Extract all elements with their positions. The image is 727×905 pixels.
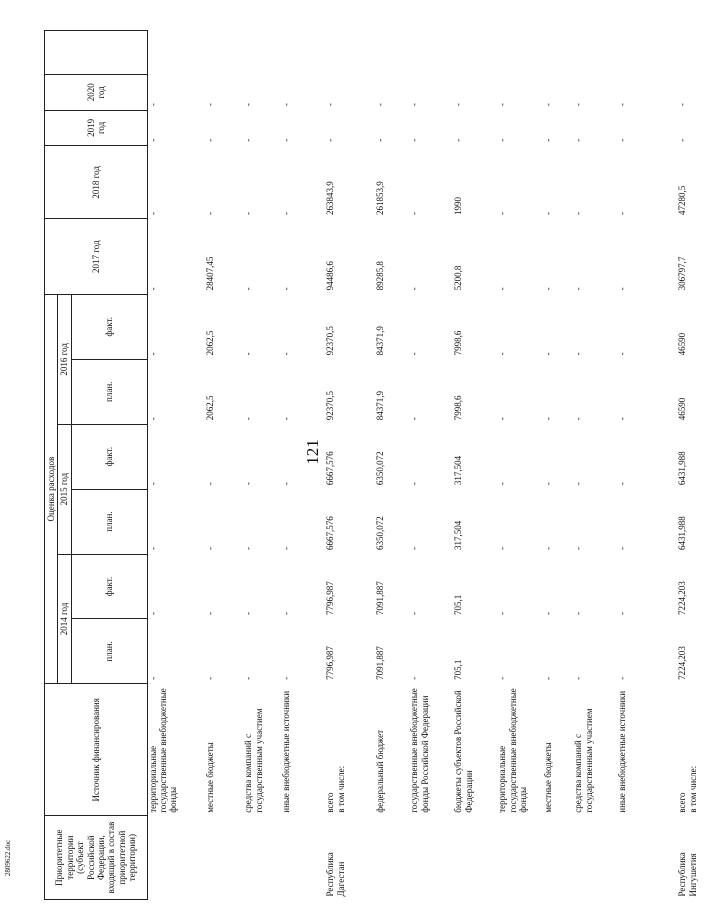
value-cell: - [375,138,386,142]
page-number: 121 [303,439,322,465]
value-cell: - [543,611,554,615]
value-cell: - [281,547,292,551]
value-cell: 7998,6 [453,395,464,421]
value-cell: - [677,103,688,107]
value-cell: - [573,138,584,142]
table-row [617,31,671,900]
value-cell: 705,1 [453,659,464,680]
value-cell: - [453,138,464,142]
blank-cell [617,31,671,75]
table-row [243,31,281,900]
value-cell: 6431,988 [677,516,688,551]
value-cell: - [497,211,508,215]
value-cell: 7224,203 [677,646,688,680]
value-cell: 94486,6 [325,261,336,291]
source-cell: средства компаний с государственным участием [243,708,264,813]
year-2016-header: 2016 год [58,294,71,424]
value-cell: 2062,5 [205,330,216,356]
value-cell: - [573,547,584,551]
table-row [281,31,319,900]
value-cell: - [497,287,508,291]
value-cell: 317,504 [453,455,464,486]
value-cell: - [543,287,554,291]
value-cell: - [497,417,508,421]
value-cell: - [281,138,292,142]
value-cell: - [243,417,254,421]
value-cell: - [243,547,254,551]
table-row [573,31,617,900]
rotated-table-container [44,30,698,900]
value-cell: 92370,5 [325,326,336,356]
value-cell: - [147,138,158,142]
source-cell: федеральный бюджет [375,729,386,813]
value-cell: - [243,482,254,486]
value-cell: - [243,287,254,291]
value-cell: - [573,211,584,215]
source-cell: государственные внебюджетные фонды Российской Федерации [409,688,430,813]
value-cell: - [497,676,508,680]
source-cell: местные бюджеты [205,742,216,813]
value-cell: - [147,417,158,421]
value-cell: 7796,987 [325,581,336,615]
source-cell: всего в том числе: [677,765,698,813]
value-cell: 705,1 [453,594,464,615]
value-cell: - [617,547,628,551]
source-cell: местные бюджеты [543,742,554,813]
value-cell: - [281,103,292,107]
value-cell: 28407,45 [205,256,216,291]
blank-cell [453,31,497,75]
value-cell: - [147,611,158,615]
territory-cell [205,816,243,900]
year-2019-header: 2019 год [45,110,148,146]
value-cell: 84371,9 [375,326,386,356]
value-cell: 46590 [677,397,688,421]
value-cell: - [573,676,584,680]
value-cell: - [543,138,554,142]
territory-cell [497,816,543,900]
value-cell: - [281,287,292,291]
value-cell: - [409,611,420,615]
value-cell: - [677,138,688,142]
value-cell: - [497,611,508,615]
value-cell: 7998,6 [453,330,464,356]
value-cell: 47280,5 [677,185,688,215]
territory-cell [453,816,497,900]
value-cell: - [617,287,628,291]
value-cell: - [573,611,584,615]
value-cell: 7091,887 [375,581,386,615]
value-cell: - [543,103,554,107]
blank-cell [281,31,319,75]
source-cell: территориальные государственные внебюджетные фонды [497,688,528,813]
value-cell: - [205,676,216,680]
value-cell: - [543,211,554,215]
value-cell: - [573,352,584,356]
value-cell: - [617,211,628,215]
year-2015-header: 2015 год [58,424,71,554]
value-cell: - [497,103,508,107]
value-cell: - [243,211,254,215]
value-cell: - [543,352,554,356]
value-cell: - [281,417,292,421]
value-cell: - [205,211,216,215]
value-cell: 1990 [453,196,464,215]
value-cell: - [617,676,628,680]
territory-cell [281,816,319,900]
value-cell: - [147,547,158,551]
value-cell: - [617,482,628,486]
year-2020-header: 2020 год [45,75,148,111]
value-cell: - [243,611,254,615]
value-cell: - [617,103,628,107]
value-cell: - [409,138,420,142]
value-cell: - [147,482,158,486]
value-cell: - [617,611,628,615]
source-cell: территориальные государственные внебюджетные фонды [147,688,179,813]
table-row [375,31,409,900]
value-cell: - [281,211,292,215]
blank-cell [543,31,573,75]
fact-2015-header: факт. [71,424,147,489]
value-cell: - [325,138,336,142]
fact-2016-header: факт. [71,294,147,359]
value-cell: 92370,5 [325,390,336,421]
value-cell: 261853,9 [375,181,386,215]
territory-cell [617,816,671,900]
value-cell: 6431,988 [677,451,688,486]
plan-2015-header: план. [71,489,147,554]
territory-cell [147,816,205,900]
value-cell: - [375,103,386,107]
year-2017-header: 2017 год [45,219,148,294]
value-cell: - [243,138,254,142]
blank-cell [671,31,727,75]
source-cell: иные внебюджетные источники [617,690,628,813]
value-cell: - [325,103,336,107]
table-row [453,31,497,900]
territory-cell: Республика Ингушетия [677,852,698,897]
value-cell: 317,504 [453,520,464,551]
value-cell: - [243,676,254,680]
value-cell: - [409,547,420,551]
value-cell: - [453,103,464,107]
value-cell: - [205,547,216,551]
value-cell: - [147,211,158,215]
value-cell: - [573,482,584,486]
value-cell: - [409,417,420,421]
blank-cell [573,31,617,75]
source-header: Источник финансирования [45,684,148,816]
value-cell: - [147,676,158,680]
value-cell: - [147,287,158,291]
value-cell: 6350,072 [375,516,386,551]
value-cell: - [205,103,216,107]
year-2018-header: 2018 год [45,146,148,219]
value-cell: - [147,352,158,356]
value-cell: - [573,287,584,291]
value-cell: - [281,676,292,680]
blank-cell [409,31,453,75]
value-cell: - [281,352,292,356]
value-cell: - [497,482,508,486]
blank-cell [375,31,409,75]
territory-cell: Республика Дагестан [325,852,346,897]
value-cell: - [243,352,254,356]
value-cell: - [409,211,420,215]
territory-header: Приоритетные территории (субъект Российской Федерации, входящий в состав приоритетной территории) [45,816,148,900]
value-cell: - [281,482,292,486]
blank-cell [147,31,205,75]
value-cell: - [617,352,628,356]
territory-cell [573,816,617,900]
document-filename: 2809622.doc [4,839,12,877]
value-cell: - [543,482,554,486]
source-cell: иные внебюджетные источники [281,690,292,813]
source-cell: всего в том числе: [325,765,346,813]
value-cell: - [573,103,584,107]
value-cell: - [147,103,158,107]
value-cell: - [409,676,420,680]
value-cell: 6350,072 [375,451,386,486]
table-row [147,31,205,900]
value-cell: - [543,417,554,421]
value-cell: - [497,547,508,551]
value-cell: - [205,611,216,615]
territory-cell [409,816,453,900]
value-cell: - [243,103,254,107]
value-cell: 306797,7 [677,256,688,291]
table-body [147,31,727,900]
blank-header [45,31,148,75]
estimate-header: Оценка расходов [45,294,58,684]
value-cell: 6667,576 [325,451,336,486]
value-cell: - [543,676,554,680]
source-cell: бюджеты субъектов Российской Федерации [453,690,474,813]
value-cell: 5200,8 [453,265,464,291]
fact-2014-header: факт. [71,554,147,619]
value-cell: 7224,203 [677,581,688,615]
blank-cell [243,31,281,75]
blank-cell [205,31,243,75]
value-cell: 46590 [677,332,688,356]
value-cell: - [409,352,420,356]
value-cell: 6667,576 [325,516,336,551]
value-cell: - [409,103,420,107]
value-cell: - [497,352,508,356]
value-cell: 89285,8 [375,261,386,291]
expenses-table [44,30,727,900]
territory-cell [375,816,409,900]
plan-2014-header: план. [71,619,147,684]
value-cell: 263843,9 [325,181,336,215]
value-cell: - [497,138,508,142]
table-row [671,31,727,900]
blank-cell [497,31,543,75]
value-cell: - [617,138,628,142]
value-cell: - [205,138,216,142]
value-cell: - [543,547,554,551]
value-cell: - [281,611,292,615]
value-cell: - [409,287,420,291]
table-row [319,31,375,900]
plan-2016-header: план. [71,359,147,424]
value-cell: 84371,9 [375,390,386,421]
value-cell: 2062,5 [205,395,216,421]
blank-cell [319,31,375,75]
source-cell: средства компаний с государственным участием [573,708,594,813]
table-row [205,31,243,900]
year-2014-header: 2014 год [58,554,71,684]
table-row [497,31,543,900]
table-row [409,31,453,900]
value-cell: 7796,987 [325,646,336,680]
table-row [543,31,573,900]
value-cell: - [617,417,628,421]
territory-cell [543,816,573,900]
territory-cell [243,816,281,900]
value-cell: - [409,482,420,486]
value-cell: - [205,482,216,486]
value-cell: - [573,417,584,421]
value-cell: 7091,887 [375,646,386,680]
